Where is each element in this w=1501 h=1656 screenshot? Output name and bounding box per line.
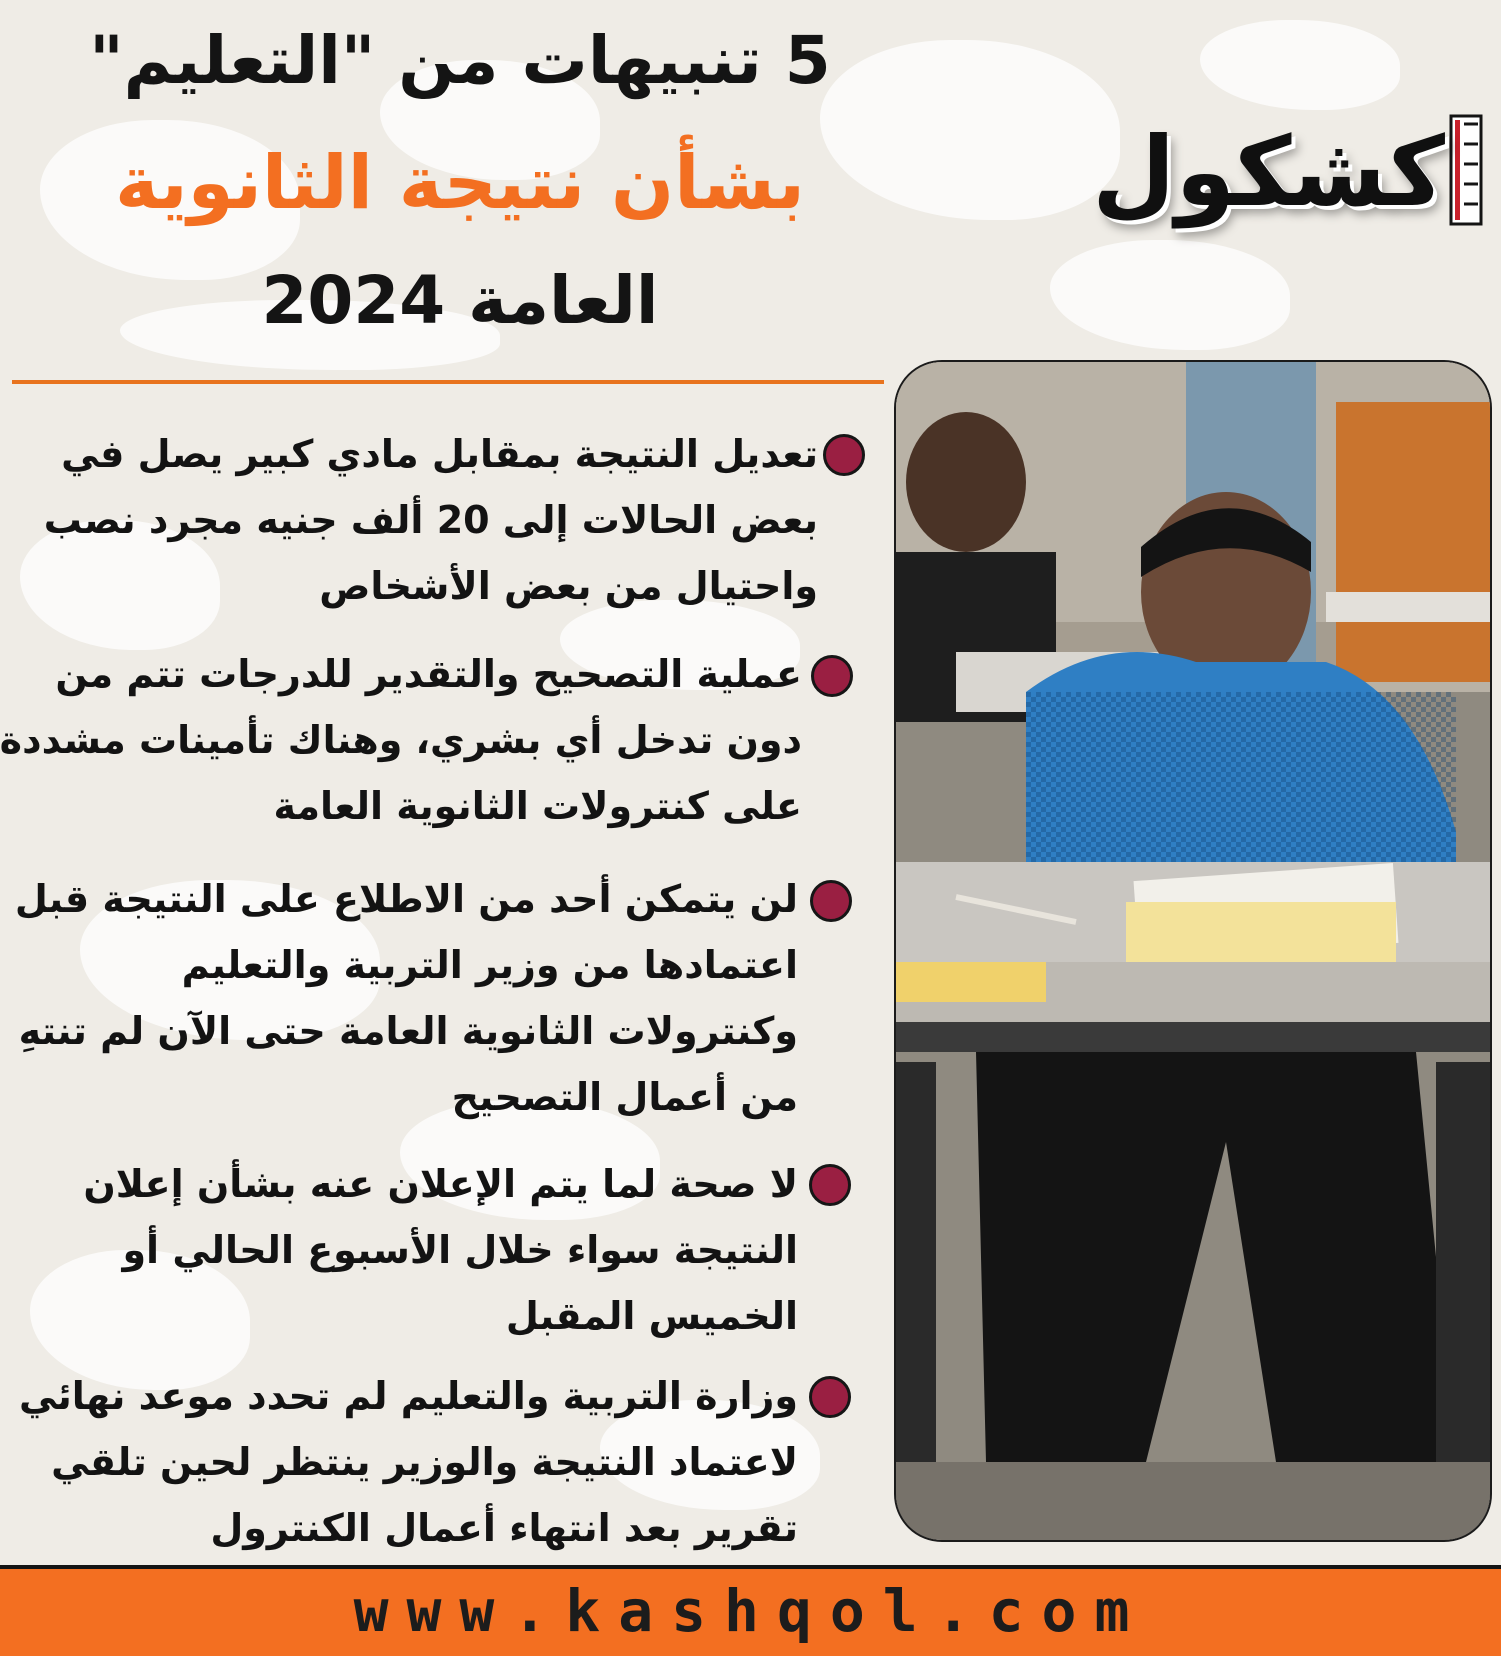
bullet-text-5: وزارة التربية والتعليم لم تحدد موعد نهائي لاعتماد النتيجة والوزير ينتظر لحين تلقي تقرير بعد انتهاء أعمال الكنترول (19, 1374, 798, 1550)
bullet-text-1: تعديل النتيجة بمقابل مادي كبير يصل في بعض الحالات إلى 20 ألف جنيه مجرد نصب واحتيال من بعض الأشخاص (43, 432, 818, 608)
bullet-text-3: لن يتمكن أحد من الاطلاع على النتيجة قبل اعتمادها من وزير التربية والتعليم وكنترولات الثانوية العامة حتى الآن لم تنتهِ من أعمال التصحيح (14, 877, 798, 1119)
kashqol-logo (1092, 110, 1485, 235)
exam-student-photo (894, 360, 1492, 1542)
bullet-item-4 (0, 1155, 880, 1355)
title-divider (12, 380, 884, 384)
footer-bar (0, 1565, 1501, 1656)
title-line-2: بشأن نتيجة الثانوية (115, 140, 805, 226)
bullet-item-3 (0, 870, 880, 1130)
bullet-item-2 (0, 645, 880, 845)
logo-text: كشكول (1092, 116, 1445, 228)
bullet-text-4: لا صحة لما يتم الإعلان عنه بشأن إعلان النتيجة سواء خلال الأسبوع الحالي أو الخميس المقبل (83, 1162, 798, 1338)
title-line-3: العامة 2024 (261, 262, 659, 339)
bullet-dot-icon (809, 1164, 851, 1206)
bullet-item-5 (0, 1367, 880, 1567)
bullet-dot-icon (810, 880, 852, 922)
bullet-dot-icon (823, 434, 865, 476)
title-line-1: 5 تنبيهات من "التعليم" (89, 22, 831, 99)
book-stack-icon (1449, 114, 1483, 226)
bullet-dot-icon (809, 1376, 851, 1418)
bullet-dot-icon (811, 655, 853, 697)
website-url[interactable]: www.kashqol.com (353, 1577, 1148, 1645)
bullet-item-1 (10, 425, 890, 625)
bullet-text-2: عملية التصحيح والتقدير للدرجات تتم من دون تدخل أي بشري، وهناك تأمينات مشددة على كنترولات الثانوية العامة (0, 652, 802, 828)
